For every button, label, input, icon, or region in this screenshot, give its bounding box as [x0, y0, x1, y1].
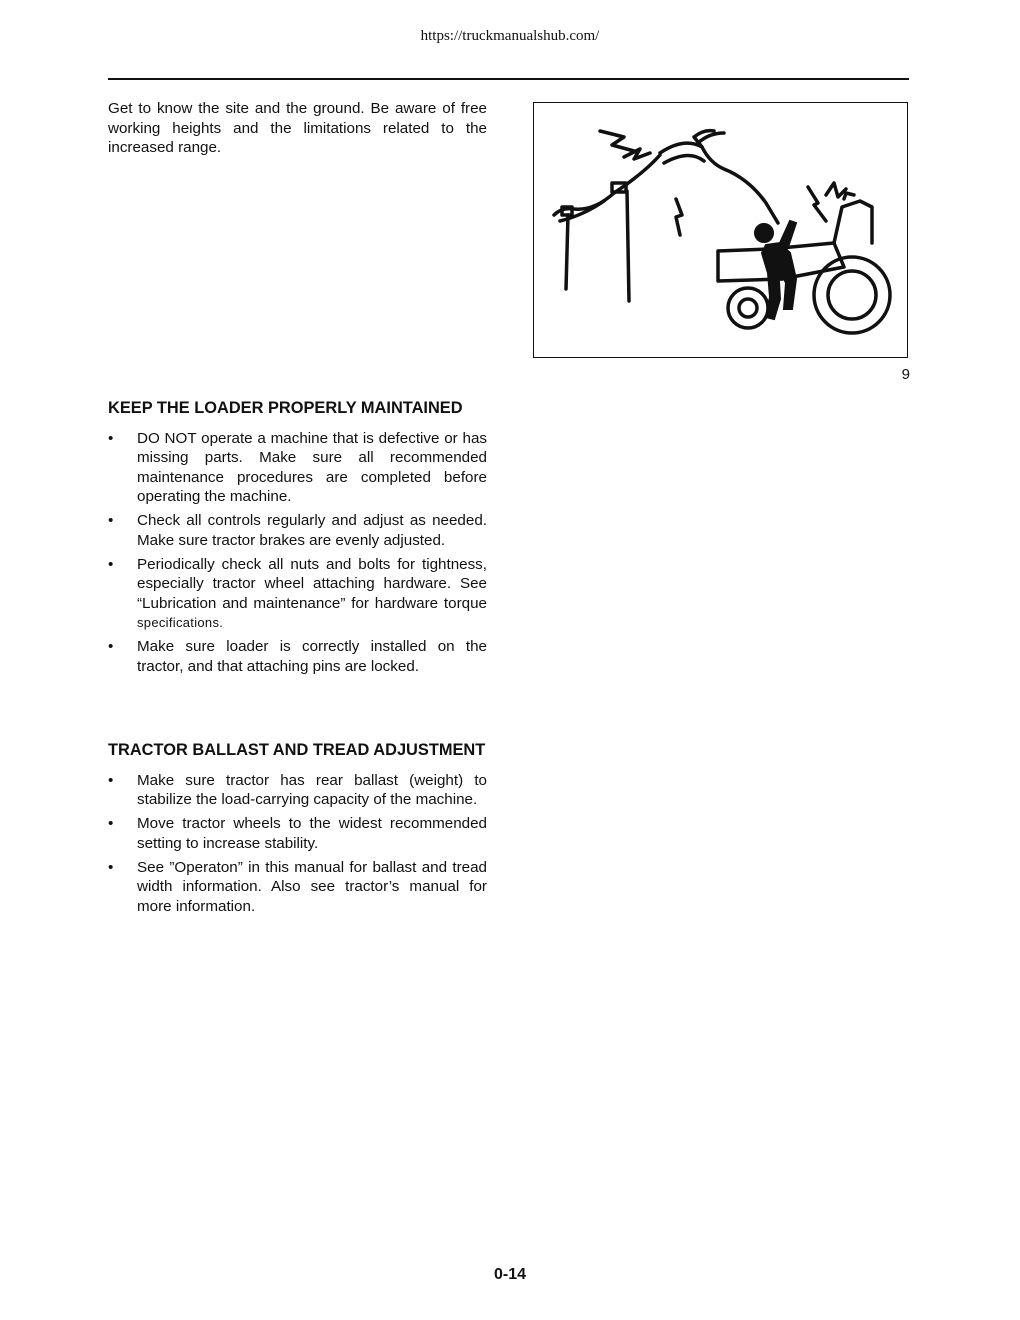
bullet-glyph: •	[108, 858, 114, 876]
list-item	[108, 637, 487, 676]
bullet-glyph: •	[108, 555, 114, 573]
section-ballast	[108, 740, 487, 921]
bullet-glyph: •	[108, 771, 114, 789]
figure-9	[533, 102, 908, 358]
intro-text: Get to know the site and the ground. Be aware of free working heights and the limitations related to the increased range.	[108, 100, 487, 156]
list-item	[108, 858, 487, 917]
list-item-text: Make sure tractor has rear ballast (weight) to stabilize the load-carrying capacity of the machine.	[137, 771, 487, 808]
list-item	[108, 429, 487, 507]
list-item	[108, 555, 487, 633]
list-item-small-text: specifications.	[137, 615, 224, 630]
tractor-loader-power-line-hazard-icon	[534, 103, 909, 359]
page-number: 0-14	[493, 1266, 527, 1283]
list-item-text: Make sure loader is correctly installed on the tractor, and that attaching pins are locked.	[137, 638, 487, 675]
header-url[interactable]: https://truckmanualshub.com/	[420, 28, 600, 44]
list-item	[108, 511, 487, 550]
list-item	[108, 771, 487, 810]
list-item-text: Periodically check all nuts and bolts for tightness, especially tractor wheel attaching hardware. See “Lubrication and maintenance” for hardware torque	[137, 555, 487, 612]
bullet-glyph: •	[108, 815, 114, 832]
bullet-glyph: •	[108, 429, 114, 447]
intro-paragraph	[108, 99, 487, 158]
bullet-glyph: •	[108, 512, 114, 529]
list-item	[108, 814, 487, 853]
bullet-list	[108, 771, 487, 917]
section-heading: KEEP THE LOADER PROPERLY MAINTAINED	[108, 399, 463, 417]
bullet-list	[108, 429, 487, 677]
section-maintenance	[108, 398, 487, 681]
figure-number: 9	[901, 366, 910, 383]
list-item-text: Move tractor wheels to the widest recommended setting to increase stability.	[137, 815, 487, 852]
section-heading: TRACTOR BALLAST AND TREAD ADJUSTMENT	[108, 741, 486, 759]
header-rule	[108, 78, 909, 80]
list-item-text: See ”Operaton” in this manual for ballast and tread width information. Also see tractor’s manual for more information.	[137, 858, 487, 915]
list-item-text: Check all controls regularly and adjust as needed. Make sure tractor brakes are evenly adjusted.	[137, 512, 487, 549]
bullet-glyph: •	[108, 638, 114, 655]
list-item-text: DO NOT operate a machine that is defective or has missing parts. Make sure all recommended maintenance procedures are completed before operating the machine.	[137, 429, 487, 505]
